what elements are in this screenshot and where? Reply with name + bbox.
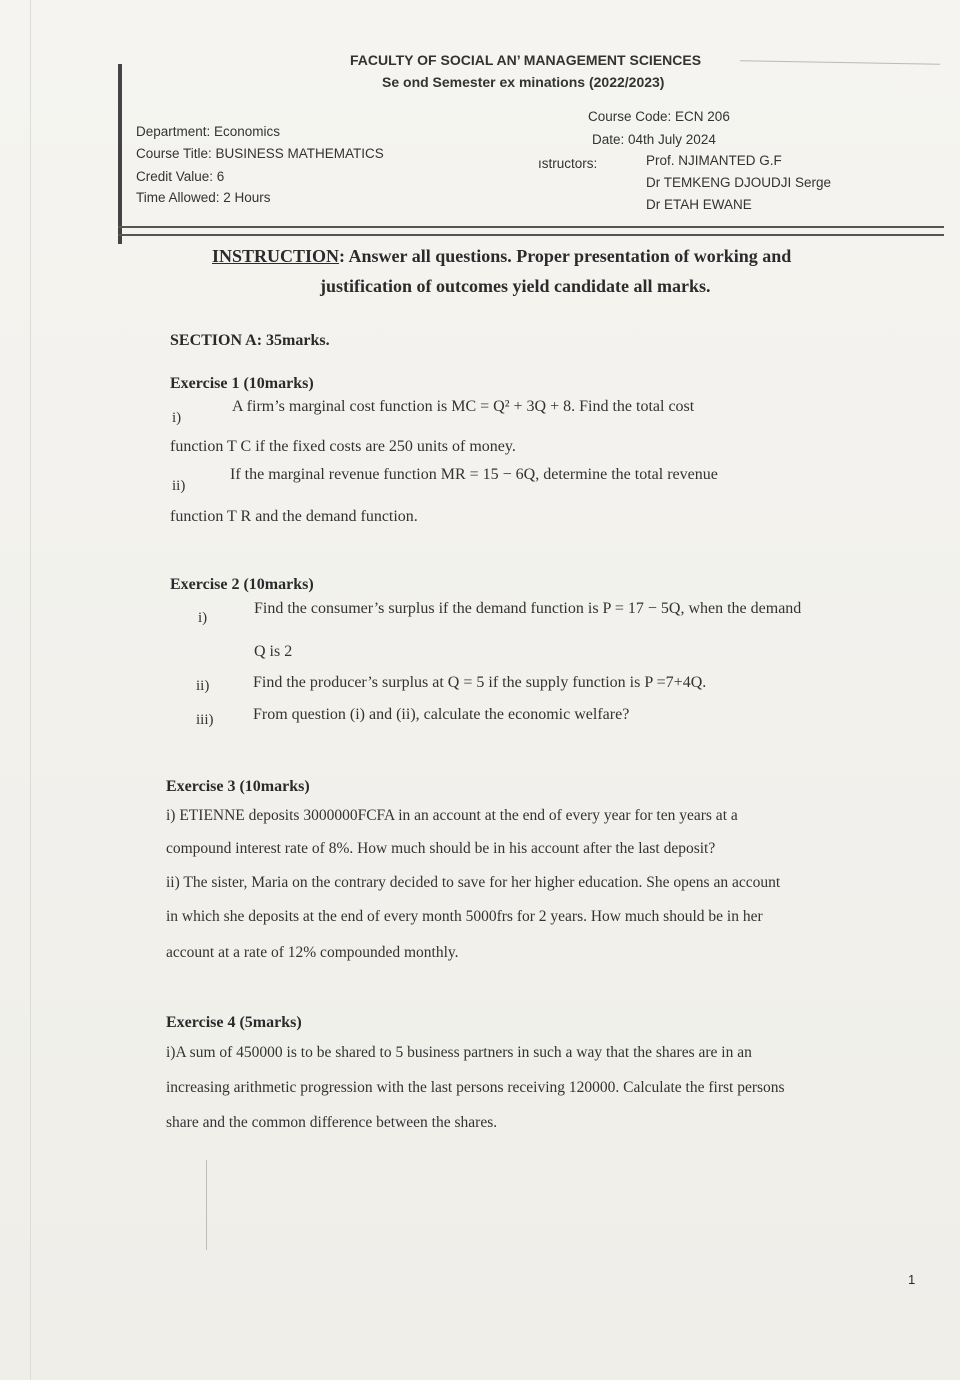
- exercise-3-line-3: ii) The sister, Maria on the contrary decided to save for her higher education. She opens an account: [166, 874, 781, 891]
- exercise-1-title: Exercise 1 (10marks): [170, 375, 314, 392]
- course-code: Course Code: ECN 206: [588, 109, 730, 124]
- exercise-1-item-2-line-1: If the marginal revenue function MR = 15 − 6Q, determine the total revenue: [230, 466, 718, 483]
- exercise-2-item-1-line-1: Find the consumer’s surplus if the demand function is P = 17 − 5Q, when the demand: [254, 600, 802, 617]
- course-title: Course Title: BUSINESS MATHEMATICS: [136, 146, 384, 161]
- exercise-2-item-1-num: i): [198, 610, 208, 626]
- exercise-3-line-2: compound interest rate of 8%. How much should be in his account after the last deposit?: [166, 840, 716, 857]
- credit-value: Credit Value: 6: [136, 169, 225, 184]
- exercise-3-line-1: i) ETIENNE deposits 3000000FCFA in an account at the end of every year for ten years at a: [166, 807, 738, 824]
- exercise-2-item-3-line-1: From question (i) and (ii), calculate the economic welfare?: [253, 706, 630, 723]
- time-allowed: Time Allowed: 2 Hours: [136, 190, 271, 205]
- exercise-1-item-1-num: i): [172, 410, 182, 426]
- exercise-3-line-5: account at a rate of 12% compounded monthly.: [166, 944, 459, 961]
- scan-mark-vertical: [206, 1160, 207, 1250]
- exercise-3-line-4: in which she deposits at the end of every month 5000frs for 2 years. How much should be in her: [166, 908, 763, 925]
- instructors-label: ıstructors:: [538, 156, 598, 171]
- instruction-line-1: [212, 246, 791, 267]
- header-bottom-rule: [118, 226, 944, 236]
- instruction-text-1: : Answer all questions. Proper presentation of working and: [339, 246, 792, 266]
- header-left-rule: [118, 64, 122, 244]
- exercise-3-title: Exercise 3 (10marks): [166, 778, 310, 795]
- exercise-1-item-1-line-2: function T C if the fixed costs are 250 units of money.: [170, 438, 516, 455]
- exercise-4-title: Exercise 4 (5marks): [166, 1014, 302, 1031]
- section-a-title: SECTION A: 35marks.: [170, 332, 330, 349]
- exercise-4-line-2: increasing arithmetic progression with the last persons receiving 120000. Calculate the first persons: [166, 1079, 785, 1096]
- exercise-2-item-3-num: iii): [196, 712, 214, 728]
- header-top-faint-rule: [740, 60, 940, 64]
- instruction-label: INSTRUCTION: [212, 246, 340, 266]
- page-number: 1: [908, 1272, 916, 1287]
- faculty-title: FACULTY OF SOCIAL AN’ MANAGEMENT SCIENCES: [350, 52, 702, 68]
- exercise-4-line-1: i)A sum of 450000 is to be shared to 5 business partners in such a way that the shares are in an: [166, 1044, 752, 1061]
- exercise-1-item-2-num: ii): [172, 478, 186, 494]
- instructor-3: Dr ETAH EWANE: [646, 197, 752, 212]
- exercise-2-title: Exercise 2 (10marks): [170, 576, 314, 593]
- exercise-1-item-1-line-1: A firm’s marginal cost function is MC = Q² + 3Q + 8. Find the total cost: [232, 398, 695, 415]
- instructor-2: Dr TEMKENG DJOUDJI Serge: [646, 175, 832, 190]
- scan-edge-left: [30, 0, 31, 1380]
- instructor-1: Prof. NJIMANTED G.F: [646, 153, 782, 168]
- exam-date: Date: 04th July 2024: [592, 132, 716, 147]
- department: Department: Economics: [136, 124, 281, 139]
- exercise-1-item-2-line-2: function T R and the demand function.: [170, 508, 418, 525]
- exercise-2-item-2-num: ii): [196, 678, 210, 694]
- instruction-line-2: justification of outcomes yield candidate all marks.: [320, 276, 711, 296]
- exercise-2-item-2-line-1: Find the producer’s surplus at Q = 5 if the supply function is P =7+4Q.: [253, 674, 707, 691]
- exercise-2-item-1-line-2: Q is 2: [254, 643, 293, 660]
- exercise-4-line-3: share and the common difference between the shares.: [166, 1114, 498, 1131]
- semester-title: Se ond Semester ex minations (2022/2023): [382, 74, 665, 90]
